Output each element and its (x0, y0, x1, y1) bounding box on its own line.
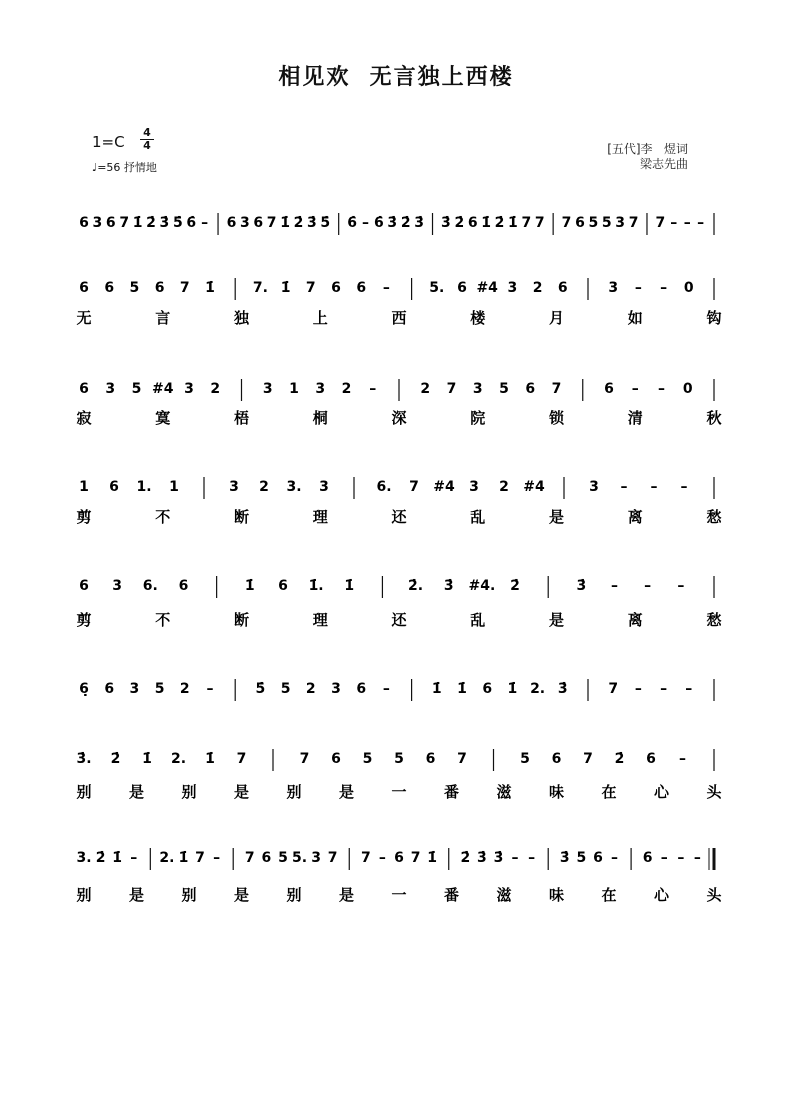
lyric-char: 在 (601, 886, 617, 904)
score-note: – (611, 578, 619, 594)
score-note: 6. (142, 578, 158, 594)
score-note: 2̇ (454, 215, 465, 231)
score-note: 7 (305, 280, 316, 296)
score-note: 3 (229, 479, 239, 495)
score-note: 5 (394, 751, 404, 767)
score-note: 7 (583, 751, 593, 767)
score-note: #4. (468, 578, 496, 594)
score-note: 2. (530, 681, 546, 697)
score-note: 6 (178, 578, 189, 594)
lyric-char: 言 (155, 309, 171, 327)
score-note: – (511, 850, 519, 866)
lyric-char: 乱 (470, 611, 486, 629)
score-note: 6. (376, 479, 392, 495)
score-note: – (677, 578, 685, 594)
score-note: 7 (521, 215, 532, 231)
lyric-char: 离 (627, 508, 643, 526)
score-note: 6 (105, 215, 116, 231)
score-note: 6 (79, 381, 89, 397)
score-note: 3̇ (306, 215, 317, 231)
score-note: 2. (159, 850, 175, 866)
score-note: 0 (682, 381, 693, 397)
score-note: 2 (179, 681, 190, 697)
score-note: 7 (534, 215, 545, 231)
score-note: 7 (244, 850, 255, 866)
score-note: 1 (79, 479, 89, 495)
lyricist-credit: [五代]李 煜词 (607, 142, 688, 156)
lyric-char: 在 (601, 783, 617, 801)
score-note: – (634, 681, 642, 697)
score-note: 6 (356, 681, 367, 697)
score-note: 3̇ (559, 850, 570, 866)
score-note: 2 (341, 381, 352, 397)
lyric-char: 断 (233, 611, 250, 629)
score-note: – (693, 850, 701, 866)
song-title: 相见欢 无言独上西楼 (278, 64, 514, 90)
score-note: 5̇ (172, 215, 183, 231)
score-note: 2̇ (95, 850, 106, 866)
score-note: 7 (561, 215, 572, 231)
score-note: 1̇ (244, 578, 255, 594)
score-note: 2̇ (494, 215, 505, 231)
lyric-char: 理 (312, 611, 328, 629)
score-system (76, 576, 722, 629)
score-note: 6 (109, 479, 119, 495)
score-note: 3 (608, 280, 619, 296)
score-note: 6 (356, 280, 367, 296)
tempo-marking: ♩=56 抒情地 (92, 161, 157, 174)
score-note: 1̇ (132, 215, 143, 231)
score-note: 6 (551, 751, 562, 767)
score-note: 3̇ (493, 850, 504, 866)
lyric-char: 楼 (470, 309, 486, 327)
score-note: – (683, 215, 691, 231)
score-note: – (361, 215, 369, 231)
score-note: 2̇ (614, 751, 625, 767)
score-note: 2 (420, 381, 431, 397)
lyric-char: 番 (443, 783, 460, 801)
score-note: – (685, 681, 693, 697)
score-note: 1 (169, 479, 179, 495)
score-note: 1̇. (308, 578, 324, 594)
lyric-char: 桐 (312, 409, 328, 427)
score-note: 3̇ (387, 215, 398, 231)
lyric-char: 不 (155, 611, 171, 629)
score-note: 3 (315, 381, 326, 397)
lyric-char: 别 (181, 783, 197, 801)
score-note: – (660, 850, 668, 866)
score-note: 7 (266, 215, 277, 231)
score-note: 6 (482, 681, 493, 697)
score-note: 2̇ (510, 578, 520, 594)
score-note: 6 (331, 751, 341, 767)
score-note: 6 (557, 280, 568, 296)
lyric-char: 上 (312, 309, 328, 327)
score-note: 3̇ (159, 215, 170, 231)
lyric-char: 还 (391, 611, 407, 629)
score-system (76, 379, 721, 427)
lyric-char: 愁 (706, 611, 722, 629)
score-note: 1 (289, 381, 299, 397)
lyric-char: 心 (653, 886, 670, 904)
score-note: 7 (608, 681, 619, 697)
score-note: 1̇ (112, 850, 123, 866)
score-note: – (679, 751, 686, 767)
score-note: 3 (311, 850, 321, 866)
score-system (76, 278, 721, 327)
score-note: 0 (683, 280, 694, 296)
score-note: 7 (360, 850, 371, 866)
score-note: #4 (152, 381, 174, 397)
score-note: 5 (154, 681, 165, 697)
lyric-char: 无 (76, 309, 92, 327)
lyric-char: 别 (76, 783, 92, 801)
score-note: 3 (319, 479, 329, 495)
score-note: 3̇ (441, 215, 451, 231)
score-note: 7 (628, 215, 639, 231)
lyric-char: 清 (627, 409, 643, 427)
score-note: 6 (467, 215, 478, 231)
score-note: – (670, 215, 678, 231)
score-note: 2 (259, 479, 269, 495)
score-note: 5 (131, 381, 142, 397)
score-note: 2 (532, 280, 543, 296)
lyric-char: 独 (233, 309, 250, 327)
lyric-char: 不 (155, 508, 171, 526)
lyric-char: 别 (76, 886, 92, 904)
score-note: 2̇ (110, 751, 121, 767)
score-note: 6 (525, 381, 536, 397)
score-note: 6 (604, 381, 614, 397)
lyric-char: 一 (391, 783, 407, 801)
score-note: 5 (588, 215, 599, 231)
score-note: 3 (184, 381, 194, 397)
score-note: 3 (589, 479, 599, 495)
score-note: 7 (179, 280, 190, 296)
score-note: – (680, 479, 688, 495)
score-note: 6 (79, 280, 89, 296)
score-note: 3 (92, 215, 103, 231)
score-note: 1̇ (457, 681, 467, 697)
score-note: – (677, 850, 685, 866)
score-note: 6̣ (79, 681, 89, 697)
score-note: 5 (278, 850, 288, 866)
score-note: – (658, 381, 665, 397)
score-note: 3 (331, 681, 341, 697)
score-note: 2. (170, 751, 187, 767)
score-note: – (378, 850, 386, 866)
score-note: 7 (655, 215, 666, 231)
lyric-char: 味 (548, 783, 565, 801)
score-note: 7 (410, 850, 421, 866)
score-note: – (130, 850, 138, 866)
lyric-char: 是 (128, 783, 145, 801)
score-note: – (660, 681, 668, 697)
score-note: – (650, 479, 658, 495)
lyric-char: 番 (443, 886, 460, 904)
score-note: 6 (226, 215, 237, 231)
lyric-char: 如 (627, 309, 643, 327)
score-system (79, 213, 714, 235)
lyric-char: 心 (653, 783, 670, 801)
score-note: 5 (576, 850, 587, 866)
score-note: 1̇ (507, 681, 518, 697)
score-note: 6 (331, 280, 341, 296)
score-note: 1. (136, 479, 152, 495)
score-note: 2̇ (460, 850, 471, 866)
score-note: 2 (499, 479, 509, 495)
score-note: 6 (278, 578, 288, 594)
score-note: – (369, 381, 377, 397)
score-note: 2̇ (400, 215, 411, 231)
score-note: 7 (327, 850, 338, 866)
lyric-char: 头 (706, 783, 722, 801)
score-note: 1̇ (205, 280, 215, 296)
score-note: – (382, 280, 390, 296)
lyric-char: 头 (706, 886, 722, 904)
score-note: 3. (76, 850, 92, 866)
score-note: #4 (523, 479, 545, 495)
score-note: 7 (409, 479, 419, 495)
score-note: 6̇ (374, 215, 384, 231)
score-note: 6 (253, 215, 264, 231)
lyric-char: 寞 (155, 409, 171, 427)
score-note: 6 (575, 215, 585, 231)
score-note: 5 (362, 751, 373, 767)
score-note: – (528, 850, 536, 866)
lyric-char: 是 (338, 886, 355, 904)
score-note: 1̇ (344, 578, 355, 594)
lyric-char: 深 (391, 409, 407, 427)
score-system (79, 679, 714, 701)
score-note: 6 (154, 280, 165, 296)
score-note: – (620, 479, 628, 495)
score-note: 3 (105, 381, 116, 397)
score-note: 3. (286, 479, 302, 495)
lyric-char: 是 (128, 886, 145, 904)
score-system (76, 749, 722, 801)
score-note: 1̇ (280, 280, 291, 296)
lyric-char: 钩 (706, 309, 722, 327)
score-note: 3 (507, 280, 518, 296)
time-signature-bottom: 4 (140, 139, 154, 152)
score-note: – (634, 280, 642, 296)
score-note: 2 (305, 681, 316, 697)
score-note: – (382, 681, 390, 697)
score-note: 1̇ (481, 215, 492, 231)
score-note: 3 (469, 479, 479, 495)
lyric-char: 是 (548, 508, 565, 526)
score-note: 6 (425, 751, 436, 767)
score-note: 1̇ (431, 681, 442, 697)
lyric-char: 愁 (706, 508, 722, 526)
lyric-char: 滋 (496, 783, 512, 801)
score-note: – (213, 850, 221, 866)
score-note: #4 (433, 479, 455, 495)
lyric-char: 别 (286, 783, 302, 801)
score-note: 6 (394, 850, 404, 866)
score-note: 6 (593, 850, 603, 866)
score-note: #4 (476, 280, 498, 296)
score-system (76, 477, 722, 526)
lyric-char: 剪 (76, 611, 92, 629)
score-note: 5. (291, 850, 308, 866)
score-note: 6 (104, 280, 115, 296)
score-note: 3̇ (414, 215, 424, 231)
score-note: 3 (615, 215, 626, 231)
score-note: 5 (129, 280, 140, 296)
score-note: – (660, 280, 668, 296)
score-note: 3 (129, 681, 140, 697)
score-note: – (206, 681, 214, 697)
score-note: 1̇ (508, 215, 518, 231)
score-note: 2̇ (293, 215, 304, 231)
key-signature: 1=C (92, 133, 125, 151)
score-note: 3 (239, 215, 250, 231)
lyric-char: 断 (233, 508, 250, 526)
score-note: 1̇ (178, 850, 189, 866)
lyric-char: 一 (391, 886, 407, 904)
score-note: 7 (195, 850, 205, 866)
score-note: 7 (119, 215, 130, 231)
score-note: 6̇ (347, 215, 357, 231)
score-note: – (201, 215, 209, 231)
score-note: 6 (457, 280, 467, 296)
score-note: 6 (104, 681, 115, 697)
score-note: 2 (210, 381, 221, 397)
score-note: 7 (236, 751, 247, 767)
score-note: 5 (280, 681, 291, 697)
score-note: 3 (472, 381, 483, 397)
score-note: 5 (601, 215, 612, 231)
score-note: 1̇ (427, 850, 438, 866)
score-note: 3 (262, 381, 273, 397)
lyric-char: 寂 (76, 409, 92, 427)
score-note: 7 (551, 381, 562, 397)
score-note: – (631, 381, 639, 397)
score-note: 3̇ (557, 681, 568, 697)
lyric-char: 是 (233, 886, 250, 904)
score-note: 7 (299, 751, 310, 767)
score-note: – (697, 215, 705, 231)
composer-credit: 梁志先曲 (639, 157, 688, 171)
score-system (76, 848, 722, 904)
lyric-char: 别 (181, 886, 197, 904)
score-note: 2̇. (408, 578, 424, 594)
lyric-char: 梧 (233, 409, 250, 427)
score-note: 3̇ (443, 578, 454, 594)
score-note: 6 (261, 850, 272, 866)
lyric-char: 滋 (496, 886, 512, 904)
score-note: 7. (252, 280, 268, 296)
lyric-char: 秋 (706, 409, 722, 427)
score-note: 7 (446, 381, 457, 397)
score-note: 3̇ (576, 578, 587, 594)
lyric-char: 西 (391, 309, 407, 327)
lyric-char: 是 (548, 611, 565, 629)
score-note: 5 (499, 381, 509, 397)
lyric-char: 理 (312, 508, 328, 526)
score-note: 5̇ (320, 215, 331, 231)
score-note: 3̇. (76, 751, 92, 767)
score-note: 3̇ (477, 850, 487, 866)
score-note: 6 (646, 751, 656, 767)
score-note: 5 (520, 751, 530, 767)
lyric-char: 离 (627, 611, 643, 629)
score-note: – (644, 578, 652, 594)
lyric-char: 月 (548, 309, 565, 327)
score-note: 7 (457, 751, 467, 767)
lyric-char: 院 (470, 409, 486, 427)
score-note: 2̇ (146, 215, 156, 231)
lyric-char: 味 (548, 886, 565, 904)
lyric-char: 是 (233, 783, 250, 801)
score-note: 5. (429, 280, 445, 296)
score-note: 3 (112, 578, 123, 594)
score-note: 6 (642, 850, 653, 866)
score-note: 1̇ (280, 215, 290, 231)
score-note: – (611, 850, 619, 866)
time-signature-top: 4 (143, 126, 151, 139)
lyric-char: 还 (391, 508, 407, 526)
score-note: 5̇ (255, 681, 266, 697)
lyric-char: 剪 (76, 508, 92, 526)
score-note: 1̇ (205, 751, 215, 767)
lyric-char: 锁 (548, 409, 565, 427)
lyric-char: 别 (286, 886, 302, 904)
score-note: 6 (79, 578, 89, 594)
score-note: 6 (79, 215, 89, 231)
score-note: 6̇ (186, 215, 197, 231)
score-note: 1̇ (142, 751, 152, 767)
lyric-char: 是 (338, 783, 355, 801)
lyric-char: 乱 (470, 508, 486, 526)
